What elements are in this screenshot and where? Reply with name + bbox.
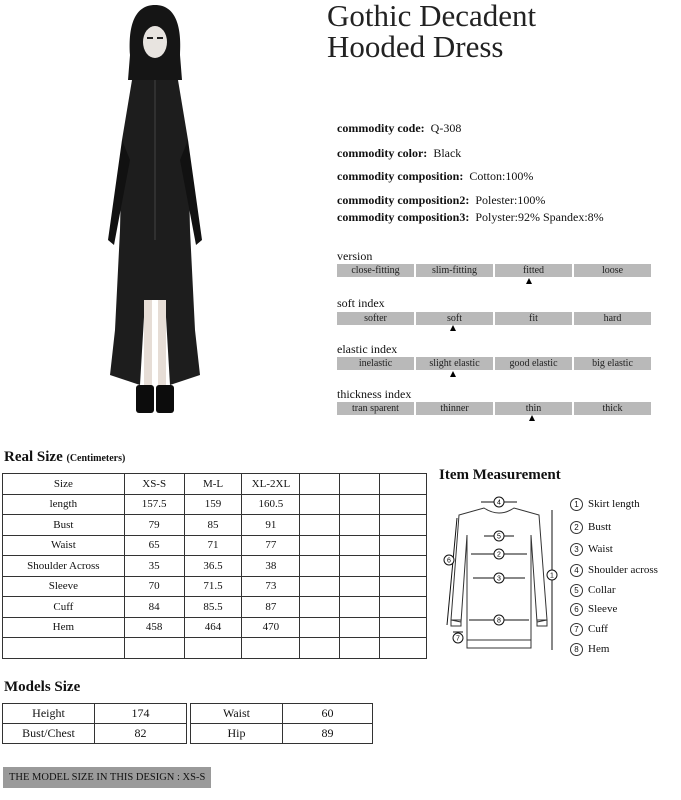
real-size-heading: Real Size (Centimeters) [4,449,126,465]
index-option: tran sparent [337,402,414,415]
attribute-row: commodity composition3: Polyster:92% Spandex:8% [337,210,604,224]
index-option: close-fitting [337,264,414,277]
index-option: big elastic [574,357,651,370]
index-label-thickness: thickness index [337,387,412,401]
index-option: slim-fitting [416,264,493,277]
table-row [3,638,427,659]
svg-text:8: 8 [497,617,501,625]
product-photo [100,0,210,425]
measurement-diagram [439,490,564,660]
index-marker [450,371,456,377]
table-row: Bust 79 85 91 [3,515,427,536]
table-row: Cuff 84 85.5 87 [3,597,427,618]
svg-text:2: 2 [497,551,501,559]
table-row: Size XS-S M-L XL-2XL [3,474,427,495]
index-option: inelastic [337,357,414,370]
table-row: Shoulder Across 35 36.5 38 [3,556,427,577]
svg-text:5: 5 [497,533,501,541]
index-label-version: version [337,249,373,263]
index-marker [526,278,532,284]
models-size-heading: Models Size [4,679,81,695]
measurement-item: 3 Waist [570,543,613,556]
index-option: fit [495,312,572,325]
title-line: Hooded Dress [327,29,504,64]
svg-text:7: 7 [456,635,460,643]
table-row: Waist 65 71 77 [3,535,427,556]
svg-text:3: 3 [497,575,501,583]
table-row: Hem 458 464 470 [3,617,427,638]
product-title [327,0,536,62]
attribute-row: commodity composition2: Polester:100% [337,193,546,207]
index-option: softer [337,312,414,325]
measurement-item: 5 Collar [570,584,616,597]
table-row: Bust/Chest 82 Hip 89 [3,724,373,744]
table-row: length 157.5 159 160.5 [3,494,427,515]
measurement-item: 1 Skirt length [570,498,640,511]
index-bar-thickness [337,402,651,415]
attribute-row: commodity composition: Cotton:100% [337,169,534,183]
models-size-table [2,703,373,744]
measurement-item: 6 Sleeve [570,603,617,616]
index-option: slight elastic [416,357,493,370]
index-option: thick [574,402,651,415]
attribute-row: commodity code: Q-308 [337,121,462,135]
svg-text:6: 6 [447,557,451,565]
index-marker [450,325,456,331]
index-option: thin [495,402,572,415]
index-option: hard [574,312,651,325]
measurement-item: 2 Bustt [570,521,611,534]
measurement-item: 8 Hem [570,643,609,656]
index-option: good elastic [495,357,572,370]
index-option: loose [574,264,651,277]
model-size-note: THE MODEL SIZE IN THIS DESIGN : XS-S [3,767,211,788]
index-bar-soft [337,312,651,325]
size-table [2,473,427,659]
index-bar-elastic [337,357,651,370]
attribute-row: commodity color: Black [337,146,462,160]
svg-text:4: 4 [497,499,501,507]
index-option: soft [416,312,493,325]
table-row: Height 174 Waist 60 [3,704,373,724]
table-row: Sleeve 70 71.5 73 [3,576,427,597]
measurement-item: 7 Cuff [570,623,608,636]
title-line: Gothic Decadent [327,0,537,33]
item-measurement-heading: Item Measurement [439,467,561,483]
index-marker [529,415,535,421]
measurement-item: 4 Shoulder across [570,564,658,577]
index-option: thinner [416,402,493,415]
svg-text:1: 1 [550,572,554,580]
index-label-soft: soft index [337,296,385,310]
index-label-elastic: elastic index [337,342,398,356]
index-option: fitted [495,264,572,277]
index-bar-version [337,264,651,277]
